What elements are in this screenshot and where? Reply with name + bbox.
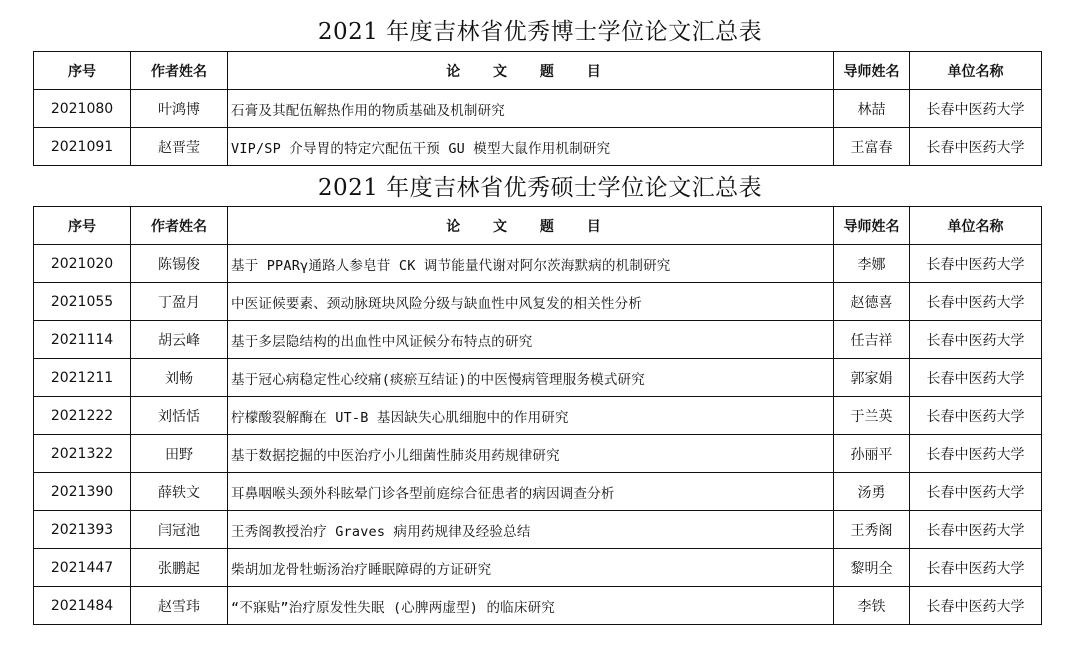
table-row <box>34 549 1042 587</box>
cell-advisor: 林喆 <box>834 90 910 128</box>
doctoral-table-title: 2021 年度吉林省优秀博士学位论文汇总表 <box>317 19 763 45</box>
cell-advisor: 王富春 <box>834 128 910 166</box>
cell-title: 柴胡加龙骨牡蛎汤治疗睡眠障碍的方证研究 <box>228 549 834 587</box>
table-row <box>34 321 1042 359</box>
cell-advisor: 黎明全 <box>834 549 910 587</box>
table-row <box>34 283 1042 321</box>
cell-id: 2021211 <box>34 359 131 397</box>
cell-title: 基于 PPARγ通路人参皂苷 CK 调节能量代谢对阿尔茨海默病的机制研究 <box>228 245 834 283</box>
table-row <box>34 128 1042 166</box>
cell-advisor: 王秀阁 <box>834 511 910 549</box>
table-row <box>34 587 1042 625</box>
cell-id: 2021091 <box>34 128 131 166</box>
cell-advisor: 任吉祥 <box>834 321 910 359</box>
cell-author: 丁盈月 <box>131 283 228 321</box>
header-advisor: 导师姓名 <box>834 52 910 90</box>
cell-unit: 长春中医药大学 <box>910 359 1042 397</box>
cell-title: 基于冠心病稳定性心绞痛(痰瘀互结证)的中医慢病管理服务模式研究 <box>228 359 834 397</box>
cell-title: 中医证候要素、颈动脉斑块风险分级与缺血性中风复发的相关性分析 <box>228 283 834 321</box>
doctoral-thesis-table <box>33 51 1042 166</box>
table-row <box>34 435 1042 473</box>
header-title <box>228 52 834 90</box>
cell-author: 刘恬恬 <box>131 397 228 435</box>
cell-title: 基于多层隐结构的出血性中风证候分布特点的研究 <box>228 321 834 359</box>
cell-advisor: 孙丽平 <box>834 435 910 473</box>
cell-id: 2021080 <box>34 90 131 128</box>
cell-id: 2021393 <box>34 511 131 549</box>
cell-unit: 长春中医药大学 <box>910 549 1042 587</box>
cell-author: 薛轶文 <box>131 473 228 511</box>
cell-unit: 长春中医药大学 <box>910 245 1042 283</box>
cell-author: 赵晋莹 <box>131 128 228 166</box>
cell-author: 田野 <box>131 435 228 473</box>
cell-unit: 长春中医药大学 <box>910 128 1042 166</box>
cell-author: 陈锡俊 <box>131 245 228 283</box>
header-unit: 单位名称 <box>910 207 1042 245</box>
table-row <box>34 397 1042 435</box>
cell-unit: 长春中医药大学 <box>910 435 1042 473</box>
cell-title: 基于数据挖掘的中医治疗小儿细菌性肺炎用药规律研究 <box>228 435 834 473</box>
cell-id: 2021322 <box>34 435 131 473</box>
cell-unit: 长春中医药大学 <box>910 587 1042 625</box>
cell-id: 2021484 <box>34 587 131 625</box>
cell-unit: 长春中医药大学 <box>910 90 1042 128</box>
header-title-text: 论 文 题 目 <box>446 63 615 80</box>
table-row <box>34 90 1042 128</box>
table-row <box>34 511 1042 549</box>
cell-unit: 长春中医药大学 <box>910 321 1042 359</box>
cell-unit: 长春中医药大学 <box>910 511 1042 549</box>
cell-title: 石膏及其配伍解热作用的物质基础及机制研究 <box>228 90 834 128</box>
header-id: 序号 <box>34 52 131 90</box>
cell-title: 耳鼻咽喉头颈外科眩晕门诊各型前庭综合征患者的病因调查分析 <box>228 473 834 511</box>
cell-unit: 长春中医药大学 <box>910 473 1042 511</box>
cell-author: 胡云峰 <box>131 321 228 359</box>
cell-id: 2021390 <box>34 473 131 511</box>
table-row <box>34 245 1042 283</box>
header-unit: 单位名称 <box>910 52 1042 90</box>
cell-author: 刘畅 <box>131 359 228 397</box>
header-title-text: 论 文 题 目 <box>446 218 615 235</box>
cell-author: 叶鸿博 <box>131 90 228 128</box>
cell-unit: 长春中医药大学 <box>910 397 1042 435</box>
cell-advisor: 汤勇 <box>834 473 910 511</box>
cell-title: “不寐贴”治疗原发性失眠 (心脾两虚型) 的临床研究 <box>228 587 834 625</box>
cell-advisor: 郭家娟 <box>834 359 910 397</box>
cell-advisor: 赵德喜 <box>834 283 910 321</box>
table-row <box>34 359 1042 397</box>
cell-advisor: 李铁 <box>834 587 910 625</box>
header-title <box>228 207 834 245</box>
cell-title: 王秀阁教授治疗 Graves 病用药规律及经验总结 <box>228 511 834 549</box>
cell-advisor: 李娜 <box>834 245 910 283</box>
masters-thesis-table <box>33 206 1042 625</box>
cell-advisor: 于兰英 <box>834 397 910 435</box>
cell-author: 赵雪玮 <box>131 587 228 625</box>
cell-unit: 长春中医药大学 <box>910 283 1042 321</box>
table-header-row <box>34 52 1042 90</box>
table-header-row <box>34 207 1042 245</box>
header-id: 序号 <box>34 207 131 245</box>
header-author: 作者姓名 <box>131 52 228 90</box>
cell-title: 柠檬酸裂解酶在 UT-B 基因缺失心肌细胞中的作用研究 <box>228 397 834 435</box>
table-row <box>34 473 1042 511</box>
cell-id: 2021447 <box>34 549 131 587</box>
header-author: 作者姓名 <box>131 207 228 245</box>
cell-id: 2021114 <box>34 321 131 359</box>
cell-id: 2021020 <box>34 245 131 283</box>
cell-author: 张鹏起 <box>131 549 228 587</box>
cell-title: VIP/SP 介导胃的特定穴配伍干预 GU 模型大鼠作用机制研究 <box>228 128 834 166</box>
cell-id: 2021055 <box>34 283 131 321</box>
cell-author: 闫冠池 <box>131 511 228 549</box>
cell-id: 2021222 <box>34 397 131 435</box>
masters-table-title: 2021 年度吉林省优秀硕士学位论文汇总表 <box>317 175 763 201</box>
header-advisor: 导师姓名 <box>834 207 910 245</box>
